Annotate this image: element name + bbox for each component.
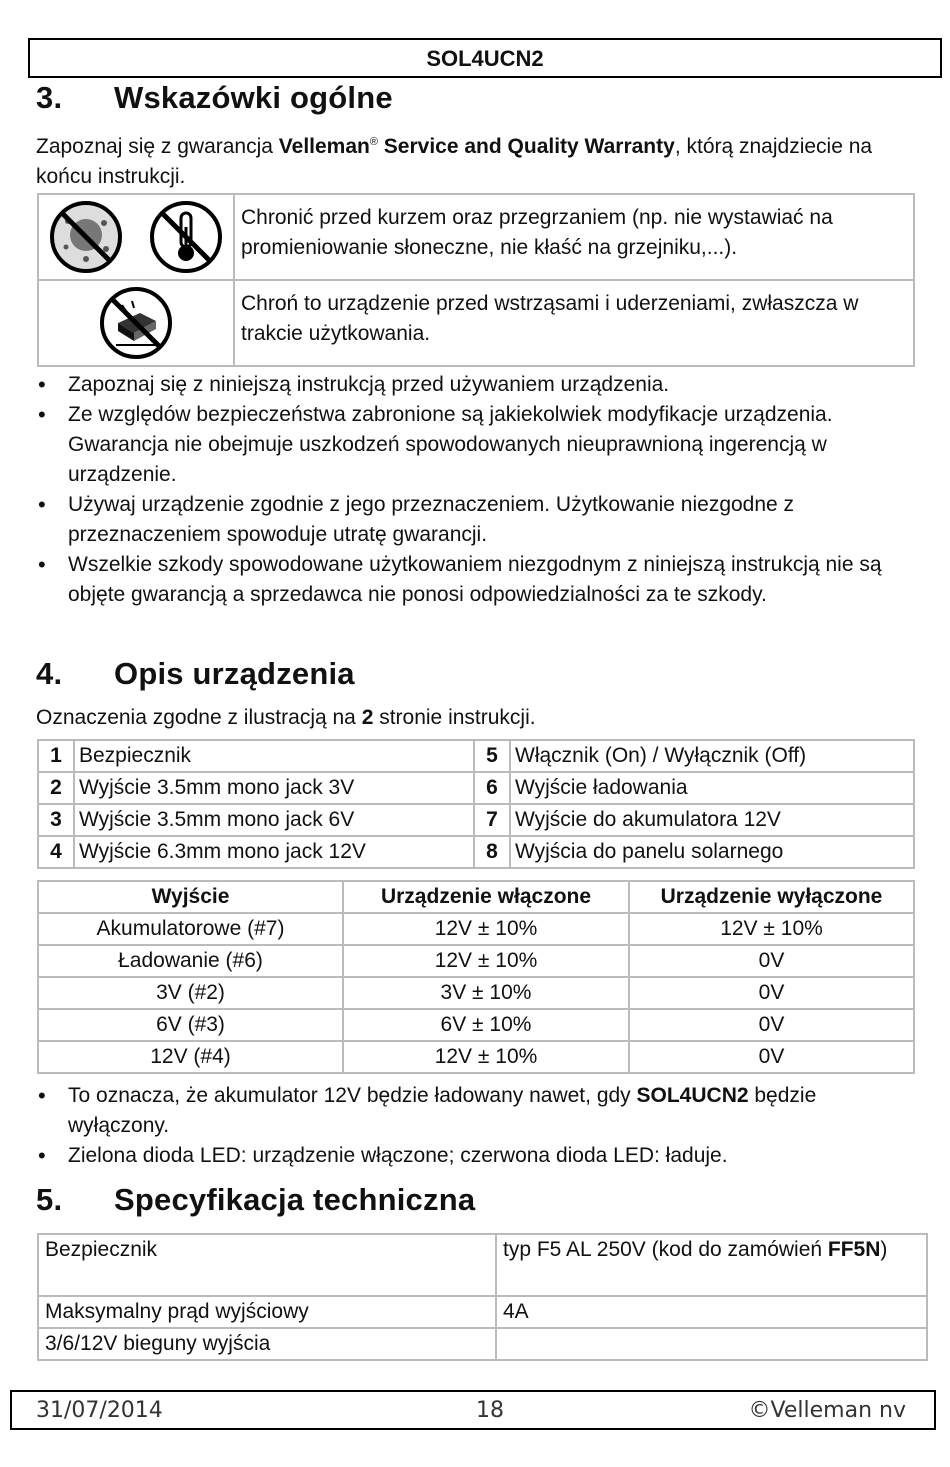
section-5-heading: 5. Specyfikacja techniczna xyxy=(36,1182,476,1217)
spec-table xyxy=(37,1233,928,1361)
section-3-heading: 3. Wskazówki ogólne xyxy=(36,80,393,115)
warning-icons-cell xyxy=(38,194,234,280)
table-row: Maksymalny prąd wyjściowy 4A xyxy=(38,1296,927,1328)
warning-icons-cell xyxy=(38,280,234,366)
no-shock-icon xyxy=(96,283,176,363)
no-dust-icon xyxy=(46,197,126,277)
table-row: 6V (#3) 6V ± 10% 0V xyxy=(38,1009,914,1041)
footer-date: 31/07/2014 xyxy=(36,1398,163,1423)
footer-copyright: ©Velleman nv xyxy=(748,1398,906,1423)
table-row: 3V (#2) 3V ± 10% 0V xyxy=(38,977,914,1009)
table-row: 2 Wyjście 3.5mm mono jack 3V 6 Wyjście ładowania xyxy=(38,772,914,804)
parts-table xyxy=(37,739,915,869)
page-number: 18 xyxy=(476,1398,504,1423)
page-footer xyxy=(10,1390,936,1430)
section-3-bullets xyxy=(36,370,916,610)
list-item: • Wszelkie szkody spowodowane użytkowaniem niezgodnym z niniejszą instrukcją nie są objęte gwarancją a sprzedawca nie ponosi odpowiedzialności za te szkody. xyxy=(36,550,916,610)
table-row: 1 Bezpiecznik 5 Włącznik (On) / Wyłącznik (Off) xyxy=(38,740,914,772)
list-item: • Ze względów bezpieczeństwa zabronione są jakiekolwiek modyfikacje urządzenia. Gwarancja nie obejmuje uszkodzeń spowodowanych nieuprawnioną ingerencją w urządzenie. xyxy=(36,400,916,490)
table-row: 12V (#4) 12V ± 10% 0V xyxy=(38,1041,914,1073)
list-item: • Używaj urządzenie zgodnie z jego przeznaczeniem. Użytkowanie niezgodne z przeznaczeniem spowoduje utratę gwarancji. xyxy=(36,490,916,550)
list-item: • Zapoznaj się z niniejszą instrukcją przed używaniem urządzenia. xyxy=(36,370,916,400)
table-row: 4 Wyjście 6.3mm mono jack 12V 8 Wyjścia do panelu solarnego xyxy=(38,836,914,868)
table-row: Ładowanie (#6) 12V ± 10% 0V xyxy=(38,945,914,977)
section-4-heading: 4. Opis urządzenia xyxy=(36,656,355,691)
list-item: • Zielona dioda LED: urządzenie włączone; czerwona dioda LED: ładuje. xyxy=(36,1141,916,1171)
table-row: Bezpiecznik typ F5 AL 250V (kod do zamówień FF5N) xyxy=(38,1234,927,1296)
section-4-intro: Oznaczenia zgodne z ilustracją na 2 stronie instrukcji. xyxy=(36,706,536,729)
table-row: 3 Wyjście 3.5mm mono jack 6V 7 Wyjście do akumulatora 12V xyxy=(38,804,914,836)
warning-text: Chroń to urządzenie przed wstrząsami i uderzeniami, zwłaszcza w trakcie użytkowania. xyxy=(234,280,914,366)
warning-row xyxy=(38,280,914,366)
table-row: Akumulatorowe (#7) 12V ± 10% 12V ± 10% xyxy=(38,913,914,945)
outputs-table xyxy=(37,880,915,1074)
section-3-intro: Zapoznaj się z gwarancja Velleman® Service and Quality Warranty, którą znajdziecie na końcu instrukcji. xyxy=(36,135,873,188)
no-heat-icon xyxy=(146,197,226,277)
section-4-notes xyxy=(36,1081,916,1171)
warning-text: Chronić przed kurzem oraz przegrzaniem (np. nie wystawiać na promieniowanie słoneczne, nie kłaść na grzejniku,...). xyxy=(234,194,914,280)
table-header-row: Wyjście Urządzenie włączone Urządzenie wyłączone xyxy=(38,881,914,913)
list-item: • To oznacza, że akumulator 12V będzie ładowany nawet, gdy SOL4UCN2 będzie wyłączony. xyxy=(36,1081,916,1141)
table-row: 3/6/12V bieguny wyjścia xyxy=(38,1328,927,1360)
warning-row xyxy=(38,194,914,280)
page-header xyxy=(28,38,942,78)
model-name: SOL4UCN2 xyxy=(426,46,544,71)
warning-table xyxy=(37,193,915,367)
